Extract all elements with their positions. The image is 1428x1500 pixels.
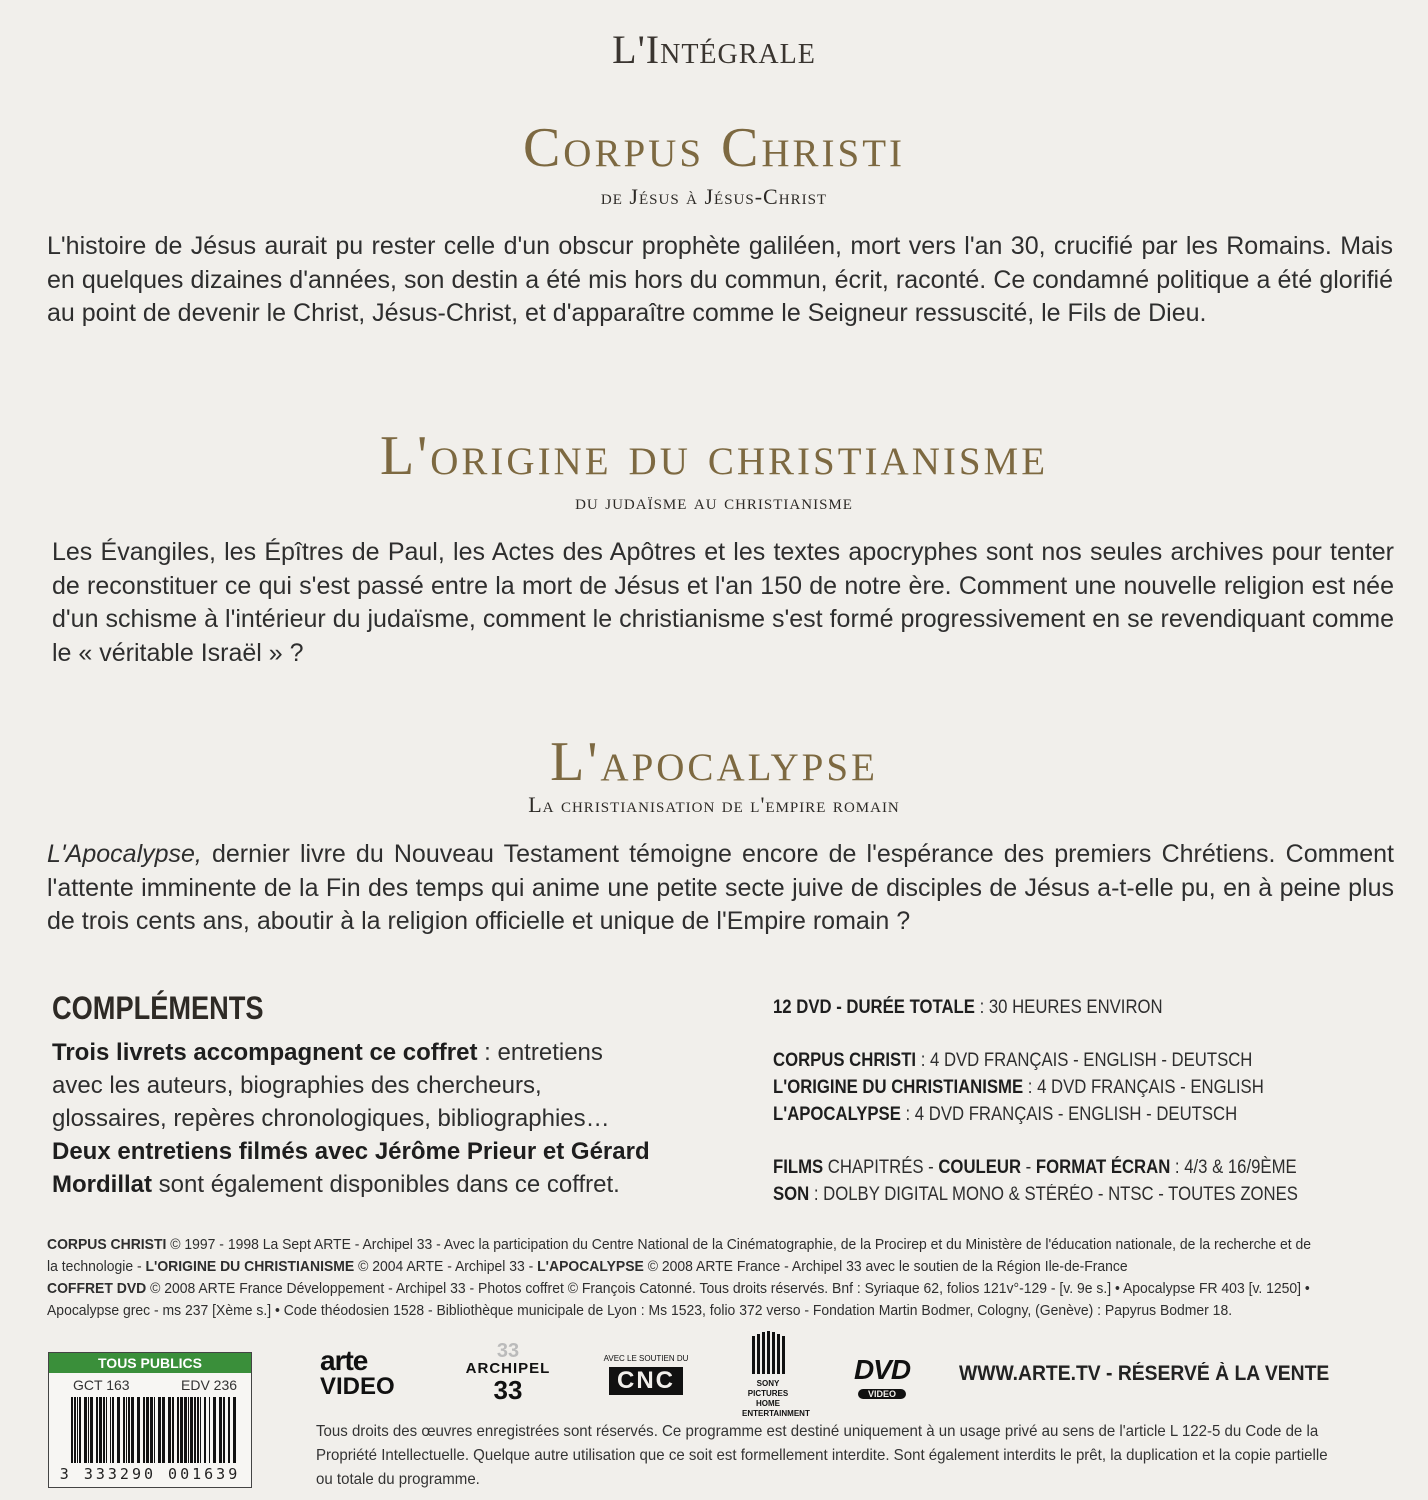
spec-total bbox=[773, 994, 1163, 1021]
barcode-bar bbox=[99, 1397, 102, 1463]
spec-son-value: : DOLBY DIGITAL MONO & STÉRÉO - NTSC - TOUTES ZONES bbox=[809, 1184, 1298, 1205]
spec-films-text2: - bbox=[1021, 1157, 1036, 1178]
cnc-logo bbox=[600, 1354, 692, 1395]
credits-line-3 bbox=[47, 1278, 1310, 1300]
livrets-bold: Trois livrets accompagnent ce coffret bbox=[52, 1039, 478, 1066]
spec-films bbox=[773, 1154, 1297, 1181]
spec-films-text1: CHAPITRÉS - bbox=[823, 1157, 939, 1178]
dvd-specs bbox=[773, 994, 1373, 1208]
spec-son bbox=[773, 1181, 1298, 1208]
section-paragraph-corpus-christi: L'histoire de Jésus aurait pu rester celle d'un obscur prophète galiléen, mort vers l'an 30, crucifié par les Romains. Mais en quelques dizaines d'années, son destin a été mis hors du commun, écrit, raconté. Ce condamné politique a été glorifié au point de devenir le Christ, Jésus-Christ, et d'apparaître comme le Seigneur ressuscité, le Fils de Dieu. bbox=[47, 232, 1393, 328]
barcode-bar bbox=[219, 1397, 222, 1463]
spec-origine-label: L'ORIGINE DU CHRISTIANISME bbox=[773, 1077, 1024, 1098]
dvd-video-text: VIDEO bbox=[858, 1389, 906, 1399]
spec-origine-value: : 4 DVD FRANÇAIS - ENGLISH bbox=[1023, 1077, 1264, 1098]
dvd-text: DVD bbox=[853, 1354, 911, 1385]
entretiens-bold: Deux entretiens filmés avec Jérôme Prieur et Gérard Mordillat bbox=[52, 1138, 650, 1198]
spec-corpus-label: CORPUS CHRISTI bbox=[773, 1050, 917, 1071]
spec-films-label: FILMS bbox=[773, 1157, 824, 1178]
barcode-bar bbox=[90, 1397, 93, 1463]
barcode-bar bbox=[146, 1397, 149, 1463]
barcode-bar bbox=[128, 1397, 130, 1463]
credits-origine-text: © 2004 ARTE - Archipel 33 - bbox=[354, 1258, 538, 1275]
sony-text: SONY PICTURES HOME ENTERTAINMENT bbox=[742, 1379, 810, 1418]
integrale-heading: L'Intégrale bbox=[612, 27, 816, 72]
barcode-bar bbox=[194, 1397, 196, 1463]
barcode-bar bbox=[106, 1397, 107, 1463]
sony-pictures-logo bbox=[742, 1330, 810, 1419]
apocalypse-text: dernier livre du Nouveau Testament témoigne encore de l'espérance des premiers Chrétiens. Comment l'attente imminente de la Fin des temps qui anime une petite secte juive de disciples de Jésus a-t-elle pu, en à peine plus de trois cents ans, aboutir à la religion officielle et unique de l'Empire romain ? bbox=[47, 840, 1394, 936]
barcode-bar bbox=[117, 1397, 120, 1463]
section-title-corpus-christi: Corpus Christi bbox=[522, 117, 906, 179]
section-title-apocalypse: L'apocalypse bbox=[550, 731, 878, 793]
section-paragraph-apocalypse bbox=[47, 838, 1394, 939]
complements-item-livrets bbox=[52, 1036, 652, 1135]
barcode-bar bbox=[96, 1397, 98, 1463]
section-subtitle-origine: du judaïsme au christianisme bbox=[575, 489, 853, 514]
dvd-video-logo bbox=[842, 1356, 922, 1402]
barcode-bar bbox=[200, 1397, 201, 1463]
barcode-bar bbox=[88, 1397, 89, 1463]
barcode-bar bbox=[84, 1397, 87, 1463]
barcode-bar bbox=[197, 1397, 199, 1463]
spec-son-label: SON bbox=[773, 1184, 810, 1205]
archipel-name: ARCHIPEL bbox=[465, 1360, 551, 1377]
sony-pictures-icon bbox=[748, 1330, 788, 1374]
credits-origine-label: L'ORIGINE DU CHRISTIANISME bbox=[145, 1258, 355, 1275]
cnc-support-text: AVEC LE SOUTIEN DU bbox=[603, 1354, 689, 1363]
cnc-text: CNC bbox=[609, 1367, 683, 1395]
barcode-bar bbox=[190, 1397, 193, 1463]
barcode-bar bbox=[172, 1397, 174, 1463]
barcode-bar bbox=[228, 1397, 230, 1463]
entretiens-text: sont également disponibles dans ce coffret. bbox=[152, 1171, 620, 1198]
barcode-bar bbox=[162, 1397, 165, 1463]
barcode-bar bbox=[184, 1397, 187, 1463]
credits-apocalypse-text: © 2008 ARTE France - Archipel 33 avec le soutien de la Région Ile-de-France bbox=[643, 1258, 1128, 1275]
spec-couleur-label: COULEUR bbox=[938, 1157, 1022, 1178]
archipel-33-logo bbox=[462, 1342, 554, 1403]
section-paragraph-origine: Les Évangiles, les Épîtres de Paul, les Actes des Apôtres et les textes apocryphes sont nos seules archives pour tenter de reconstituer ce qui s'est passé entre la mort de Jésus et l'an 150 de notre ère. Comment une nouvelle religion est née d'un schisme à l'intérieur du judaïsme, comment le christianisme s'est formé progressivement en se revendiquant comme le « véritable Israël » ? bbox=[52, 538, 1394, 667]
credits-block bbox=[47, 1234, 1397, 1322]
credits-coffret-text: © 2008 ARTE France Développement - Archipel 33 - Photos coffret © François Catonné. Tous droits réservés. Bnf : Syriaque 62, folios 121v°-129 - [v. 9e s.] • Apocalypse FR 403 [v. 1250] • bbox=[146, 1280, 1310, 1297]
barcode-bar bbox=[223, 1397, 225, 1463]
credits-line-4: Apocalypse grec - ms 237 [Xème s.] • Code théodosien 1528 - Bibliothèque municipale de Lyon : Ms 1523, folio 372 verso - Fondation Martin Bodmer, Cologny, (Genève) : Papyrus Bodmer 18. bbox=[47, 1302, 1233, 1319]
website-sale-notice: WWW.ARTE.TV - RÉSERVÉ À LA VENTE bbox=[959, 1362, 1330, 1385]
barcode-bar bbox=[150, 1397, 153, 1463]
credits-apocalypse-label: L'APOCALYPSE bbox=[537, 1258, 644, 1275]
complements-body bbox=[52, 1036, 652, 1201]
section-title-origine: L'origine du christianisme bbox=[379, 425, 1049, 487]
legal-line-1: Tous droits des œuvres enregistrées sont réservés. Ce programme est destiné uniquement à un usage privé au sens de l'article L 122-5 du Code de la bbox=[316, 1423, 1319, 1440]
code-edv: EDV 236 bbox=[181, 1377, 238, 1393]
credits-l2-text0: la technologie - bbox=[47, 1258, 146, 1275]
barcode-icon bbox=[69, 1397, 239, 1463]
barcode-bar bbox=[213, 1397, 216, 1463]
barcode-bar bbox=[110, 1397, 111, 1463]
barcode-bar bbox=[77, 1397, 78, 1463]
legal-line-3: ou totale du programme. bbox=[316, 1471, 480, 1488]
barcode-bar bbox=[209, 1397, 210, 1463]
arte-video-text: VIDEO bbox=[320, 1373, 395, 1400]
credits-corpus-label: CORPUS CHRISTI bbox=[47, 1236, 167, 1253]
rating-barcode-box bbox=[48, 1352, 252, 1488]
spec-corpus bbox=[773, 1047, 1252, 1074]
archipel-number-top: 33 bbox=[496, 1340, 520, 1362]
barcode-bar bbox=[79, 1397, 81, 1463]
barcode-bar bbox=[126, 1397, 127, 1463]
spec-origine bbox=[773, 1074, 1264, 1101]
legal-notice bbox=[316, 1420, 1396, 1492]
barcode-bar bbox=[177, 1397, 179, 1463]
barcode-bar bbox=[180, 1397, 183, 1463]
barcode-bar bbox=[112, 1397, 114, 1463]
barcode-bar bbox=[204, 1397, 206, 1463]
archipel-number: 33 bbox=[493, 1375, 523, 1405]
credits-coffret-label: COFFRET DVD bbox=[47, 1280, 147, 1297]
spec-total-value: : 30 HEURES ENVIRON bbox=[974, 997, 1163, 1018]
barcode-bar bbox=[154, 1397, 155, 1463]
code-gct: GCT 163 bbox=[73, 1377, 130, 1393]
complements-title: COMPLÉMENTS bbox=[52, 990, 264, 1026]
spec-format-value: : 4/3 & 16/9ÈME bbox=[1170, 1157, 1297, 1178]
apocalypse-italic-title: L'Apocalypse, bbox=[47, 840, 202, 868]
spec-apocalypse bbox=[773, 1101, 1237, 1128]
credits-line-1 bbox=[47, 1234, 1311, 1256]
barcode-bar bbox=[143, 1397, 145, 1463]
credits-corpus-text: © 1997 - 1998 La Sept ARTE - Archipel 33 - Avec la participation du Centre National de la Cinématographie, de la Procirep et du Ministère de l'éducation nationale, de la recherche et de bbox=[166, 1236, 1311, 1253]
credits-line-2 bbox=[47, 1256, 1303, 1278]
spec-apocalypse-label: L'APOCALYPSE bbox=[773, 1104, 901, 1125]
legal-line-2: Propriété Intellectuelle. Quelque autre utilisation que ce soit est formellement interdite. Sont également interdits le prêt, la duplication et la copie partielle bbox=[316, 1447, 1328, 1464]
spec-format-label: FORMAT ÉCRAN bbox=[1035, 1157, 1171, 1178]
arte-logo-text: arte bbox=[320, 1345, 368, 1376]
section-subtitle-corpus-christi: de Jésus à Jésus-Christ bbox=[600, 184, 828, 209]
section-subtitle-apocalypse: La christianisation de l'empire romain bbox=[528, 792, 900, 817]
spec-corpus-value: : 4 DVD FRANÇAIS - ENGLISH - DEUTSCH bbox=[916, 1050, 1253, 1071]
barcode-number: 3 333290 001639 bbox=[59, 1465, 241, 1483]
barcode-bar bbox=[137, 1397, 140, 1463]
barcode-bar bbox=[74, 1397, 76, 1463]
barcode-bar bbox=[71, 1397, 73, 1463]
complements-item-entretiens bbox=[52, 1135, 652, 1201]
rating-label: TOUS PUBLICS bbox=[49, 1353, 251, 1373]
barcode-bar bbox=[233, 1397, 236, 1463]
spec-apocalypse-value: : 4 DVD FRANÇAIS - ENGLISH - DEUTSCH bbox=[900, 1104, 1238, 1125]
barcode-bar bbox=[123, 1397, 125, 1463]
barcode-bar bbox=[188, 1397, 189, 1463]
livrets-text: : entretiens avec les auteurs, biographies des chercheurs, glossaires, repères chronologiques, bibliographies… bbox=[52, 1039, 610, 1132]
barcode-bar bbox=[103, 1397, 105, 1463]
barcode-bar bbox=[168, 1397, 171, 1463]
barcode-bar bbox=[158, 1397, 161, 1463]
spec-total-label: 12 DVD - DURÉE TOTALE bbox=[773, 997, 975, 1018]
barcode-bar bbox=[131, 1397, 134, 1463]
arte-video-logo bbox=[320, 1345, 414, 1400]
